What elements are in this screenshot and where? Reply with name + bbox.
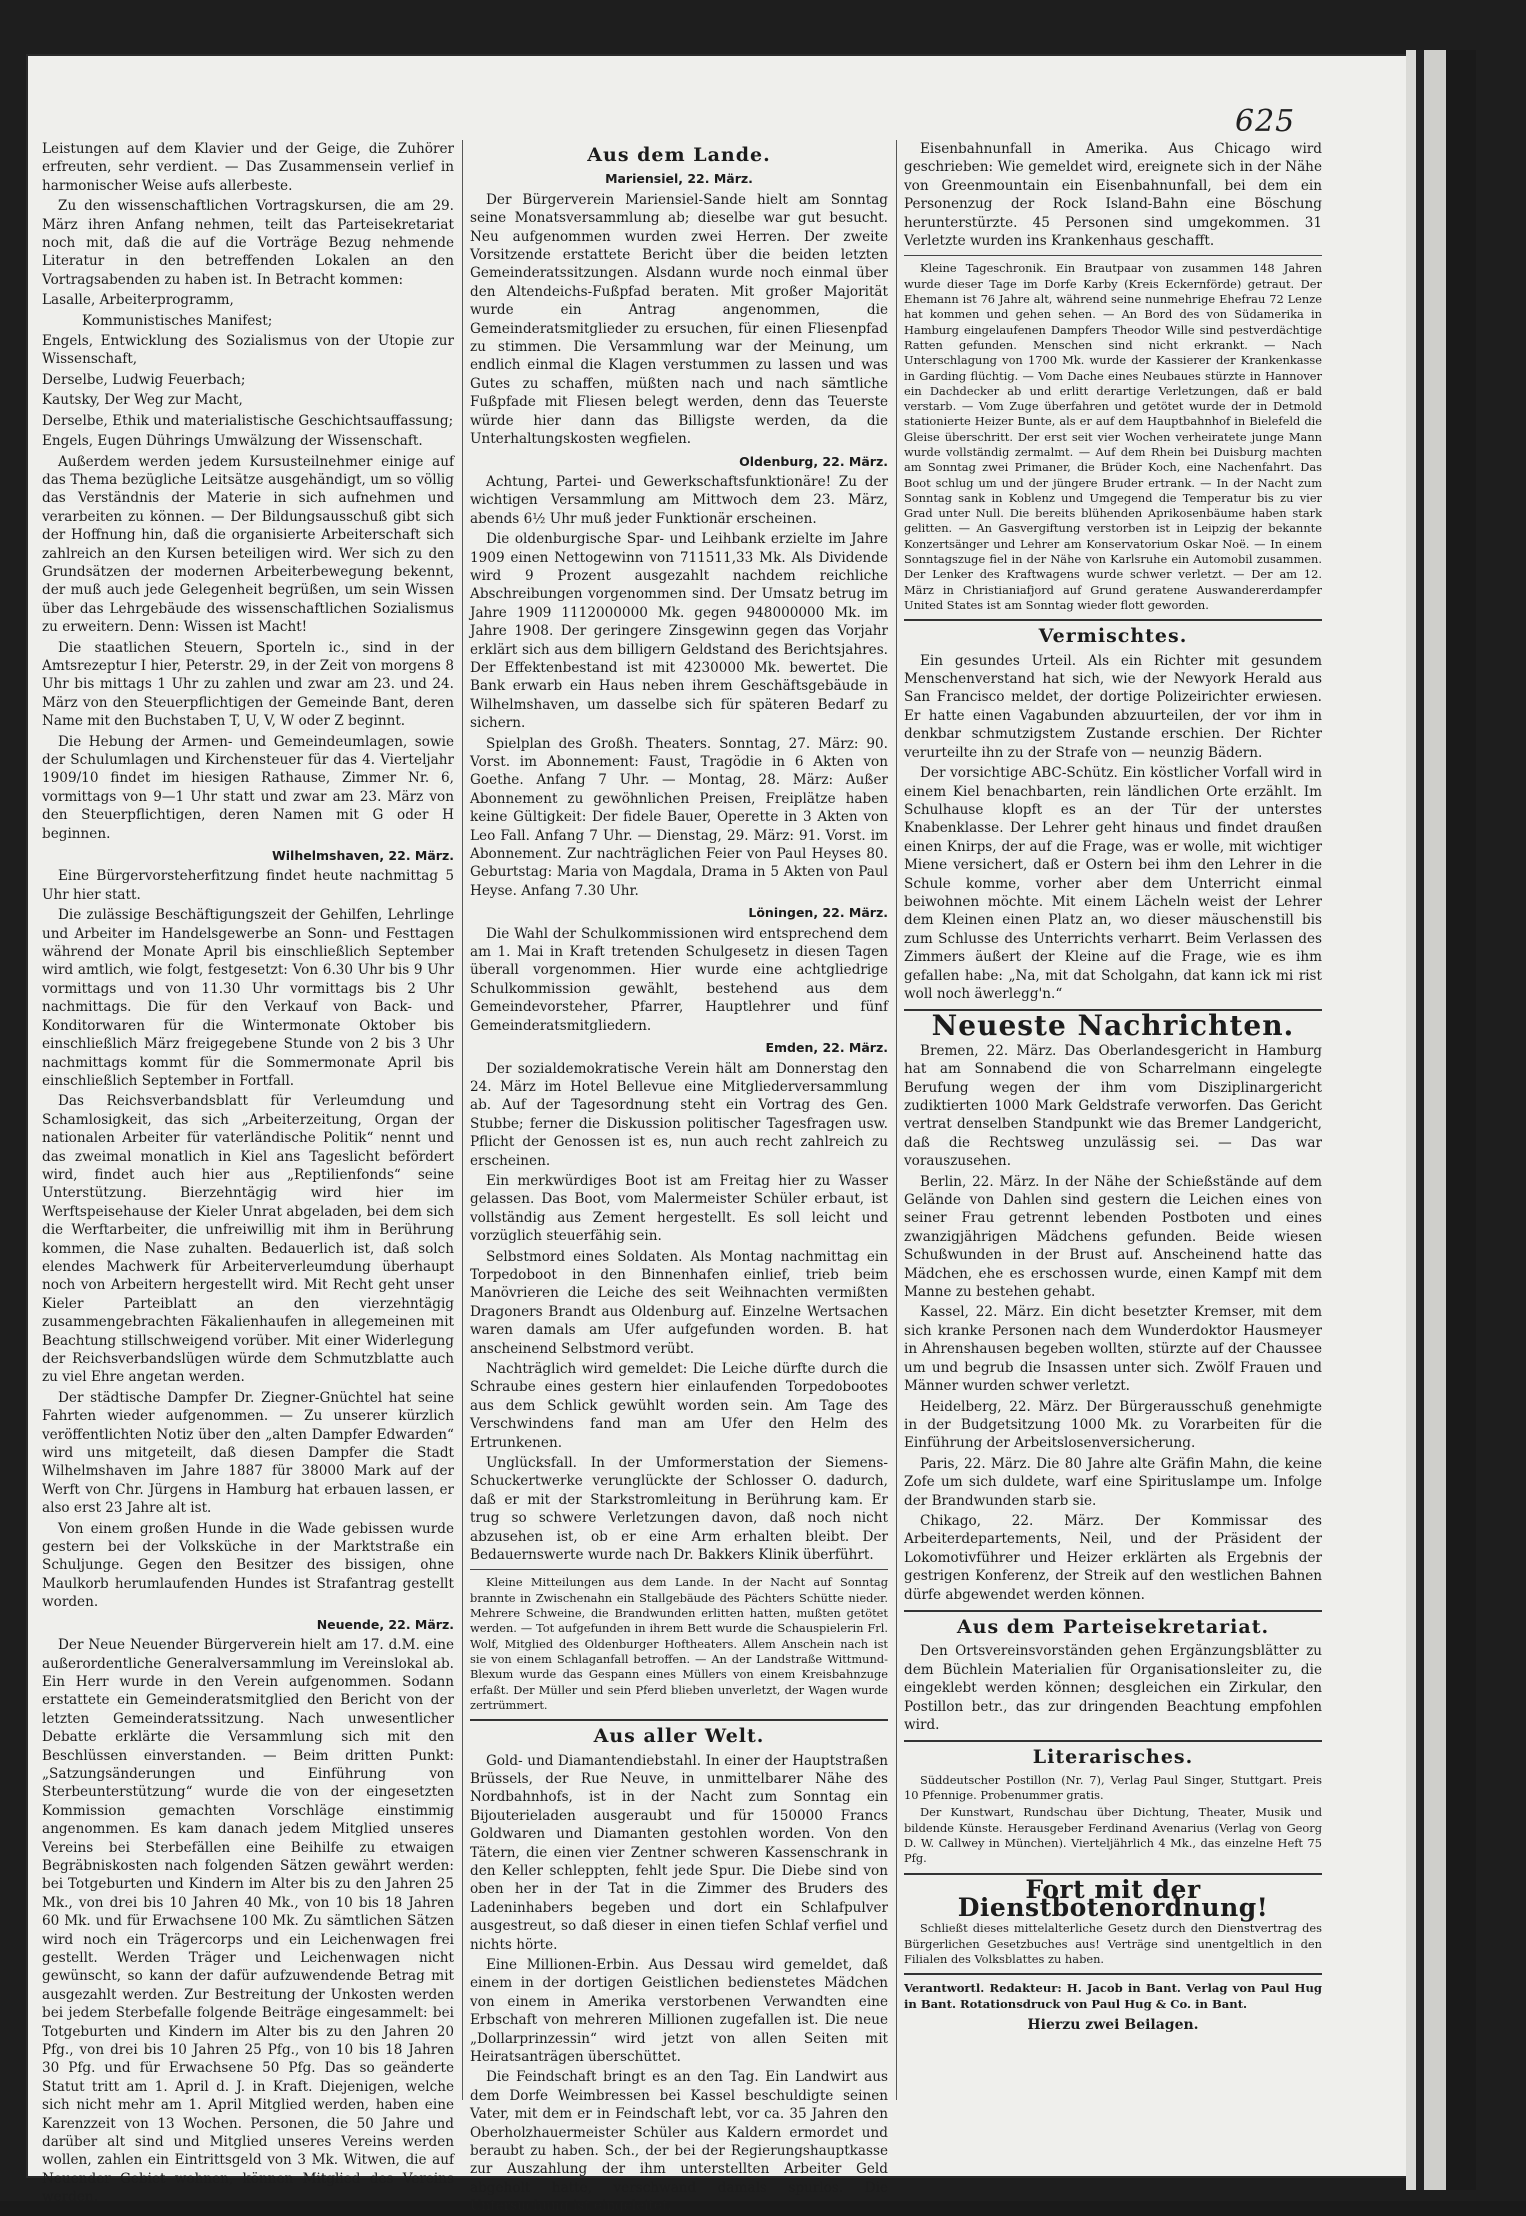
article-paragraph: Achtung, Partei- und Gewerkschaftsfunktionäre! Zu der wichtigen Versammlung am Mittwoch dem 23. März, abends 6½ Uhr muß jeder Funktionär erscheinen. xyxy=(470,473,888,527)
article-paragraph: Unglücksfall. In der Umformerstation der Siemens-Schuckertwerke verunglückte der Schlosser O. dadurch, daß er mit der Starkstromleitung in Berührung kam. Er trug so schwere Verletzungen davon, daß noch nicht abzusehen ist, ob er eine Arm erhalten bleibt. Der Bedauernswerte wurde nach Dr. Bakkers Klinik überführt. xyxy=(470,1455,888,1564)
article-paragraph: Chikago, 22. März. Der Kommissar des Arbeiterdepartements, Neil, und der Präsident der Lokomotivführer und Heizer erklärten als Ergebnis der gestrigen Konferenz, der Streik auf den westlichen Bahnen dürfe abgewendet werden können. xyxy=(904,1512,1322,1603)
article-paragraph: Zu den wissenschaftlichen Vortragskursen, die am 29. März ihren Anfang nehmen, teilt das Parteisekretariat noch mit, daß die auf die Vorträge Bezug nehmende Literatur in den betreffenden Lokalen an den Vortragsabenden zu haben ist. In Betracht kommen: xyxy=(42,198,454,288)
page-number: 625 xyxy=(1235,104,1296,139)
article-paragraph: Ein gesundes Urteil. Als ein Richter mit gesundem Menschenverstand hat sich, wie der Newyork Herald aus San Francisco meldet, der dortige Polizeirichter erwiesen. Er hatte einen Vagabunden abzuurteilen, der vor ihm in denkbar schmutzigstem Zustande erschien. Der Richter verurteilte ihn zu der Strafe von — neunzig Bädern. xyxy=(904,652,1322,761)
dateline-text: Emden, 22. März. xyxy=(765,1040,888,1056)
divider xyxy=(904,1610,1322,1612)
article-paragraph: Die zulässige Beschäftigungszeit der Gehilfen, Lehrlinge und Arbeiter im Handelsgewerbe an Sonn- und Festtagen während der Monate April bis einschließlich September wird amtlich, wie folgt, festgesetzt: Von 6.30 Uhr bis 9 Uhr vormittags und von 11.30 Uhr vormittags bis 2 Uhr nachmittags. Die für den Verkauf von Back- und Konditorwaren für die Wintermonate Oktober bis einschließlich März freigegebene Stunde von 2 bis 3 Uhr nachmittags kommt für die Sommermonate April bis einschließlich September in Fortfall. xyxy=(42,907,454,1089)
section-heading: Vermischtes. xyxy=(1038,625,1188,648)
article-paragraph: Der Neue Neuender Bürgerverein hielt am 17. d.M. eine außerordentliche Generalversammlung im Vereinslokal ab. Ein Herr wurde in den Verein aufgenommen. Sodann erstattete ein Gemeinderatsmitglied den Bericht von der letzten Gemeinderatssitzung. Nach unwesentlicher Debatte erklärte die Versammlung sich mit den Beschlüssen einverstanden. — Beim dritten Punkt: „Satzungsänderungen und Einführung von Sterbeunterstützung“ wurde die von der eingesetzten Kommission gemachten Vorschläge einstimmig angenommen. Es kam danach jedem Mitglied unseres Vereins bei Sterbefällen eine Beihilfe zu etwaigen Begräbniskosten nach folgenden Sätzen gewährt werden: bei Totgeburten und Kindern im Alter bis zu den Jahren 25 Mk., von drei bis 10 Jahren 40 Mk., von 10 bis 18 Jahren 60 Mk. und für Erwachsene 100 Mk. Zu sämtlichen Sätzen wird noch ein Trägercorps und ein Leichenwagen frei gestellt. Werden Träger und Leichenwagen nicht gewünscht, so kann der dafür aufzuwendende Betrag mit ausgezahlt werden. Zur Bestreitung der Unkosten werden bei jedem Sterbefalle folgende Beiträge eingesammelt: bei Totgeburten und Kindern im Alter bis zu den Jahren 20 Pfg., von drei bis 10 Jahren 25 Pfg., von 10 bis 18 Jahren 30 Pfg. und für Erwachsene 50 Pfg. Das so geänderte Statut tritt am 1. April d. J. in Kraft. Diejenigen, welche sich nicht mehr am 1. April Mitglied werden, haben eine Karenzzeit von 13 Wochen. Personen, die 50 Jahre und darüber alt sind und Mitglied unseres Vereins werden wollen, zahlen ein Eintrittsgeld von 3 Mk. Witwen, die auf Neuender Gebiet wohnen, können Mitglied des Vereins werden. xyxy=(42,1637,454,2206)
section-heading-large: Neueste Nachrichten. xyxy=(931,1009,1295,1043)
supplements-note: Hierzu zwei Beilagen. xyxy=(1027,2017,1199,2034)
divider xyxy=(470,1569,888,1570)
column-2 xyxy=(470,140,888,2215)
list-item: Lasalle, Arbeiterprogramm, xyxy=(42,292,234,309)
list-item: Kautsky, Der Weg zur Macht, xyxy=(42,392,243,409)
article-paragraph: Die oldenburgische Spar- und Leihbank erzielte im Jahre 1909 einen Nettogewinn von 711511,33 Mk. Als Dividende wird 9 Prozent ausgezahlt nachdem reichliche Abschreibungen vorgenommen sind. Der Umsatz betrug im Jahre 1909 1112000000 Mk. gegen 948000000 Mk. im Jahre 1908. Der geringere Zinsgewinn gegen das Vorjahr erklärt sich aus dem billigern Geldstand des Berichtsjahres. Der Effektenbestand ist mit 4230000 Mk. bewertet. Die Bank erwarb ein Haus neben ihrem Geschäftsgebäude in Wilhelmshaven, um dasselbe sich für späteren Bedarf zu sichern. xyxy=(470,531,888,732)
divider xyxy=(904,255,1322,256)
imprint: Verantwortl. Redakteur: H. Jacob in Bant. Verlag von Paul Hug in Bant. Rotationsdruck von Paul Hug & Co. in Bant. xyxy=(904,1981,1322,2011)
article-paragraph: Leistungen auf dem Klavier und der Geige, die Zuhörer erfreuten, sehr verdient. — Das Zusammensein verlief in harmonischer Weise aufs allerbeste. xyxy=(42,141,454,194)
article-paragraph: Selbstmord eines Soldaten. Als Montag nachmittag ein Torpedoboot in den Binnenhafen einlief, trieb beim Manövrieren die Leiche des seit Weihnachten vermißten Dragoners Brandt aus Oldenburg auf. Einzelne Wertsachen waren damals am Ufer aufgefunden worden. B. hat anscheinend Selbstmord verübt. xyxy=(470,1248,888,1357)
article-paragraph: Bremen, 22. März. Das Oberlandesgericht in Hamburg hat am Sonnabend die von Scharrelmann eingelegte Berufung wegen der ihm vom Disziplinargericht zudiktierten 1000 Mark Geldstrafe verworfen. Das Gericht vertrat denselben Standpunkt wie das Bremer Landgericht, daß die Rechtsweg unzulässig sei. — Das war vorauszusehen. xyxy=(904,1042,1322,1170)
column-1 xyxy=(42,140,454,2206)
dateline xyxy=(470,1039,888,1057)
article-paragraph: Das Reichsverbandsblatt für Verleumdung und Schamlosigkeit, das sich „Arbeiterzeitung, Organ der nationalen Arbeiter für vaterländische Politik“ nennt und das zweimal monatlich in Kiel ans Tageslicht befördert wird, findet auch hier aus „Reptilienfonds“ seine Unterstützung. Bierzehntägig wird hier im Werftspeisehause der Kieler Unrat abgeladen, bei dem sich die Werftarbeiter, die unfreiwillig mit ihm in Berührung kommen, die Nase zuhalten. Bedauerlich ist, daß solch elendes Machwerk für Arbeiterverleumdung überhaupt noch von Arbeitern hergestellt wird. Mit Recht geht unser Kieler Parteiblatt an den vierzehntägig zusammengebrachten Fäkalienhaufen in allegemeinen mit Beachtung stillschweigend vorüber. Mit einer Widerlegung der Reichsverbandslügen würde dem Schmutzblatte auch zu viel Ehre angetan werden. xyxy=(42,1093,454,1386)
article-paragraph: Berlin, 22. März. In der Nähe der Schießstände auf dem Gelände von Dahlen sind gestern die Leichen eines von seiner Frau getrennt lebenden Postboten und eines zwanzigjährigen Mädchens gefunden. Beide wiesen Schußwunden in der Brust auf. Anscheinend hatte das Mädchen, ehe es erschossen wurde, einen Kampf mit dem Manne zu bestehen gehabt. xyxy=(904,1173,1322,1301)
dateline-text: Wilhelmshaven, 22. März. xyxy=(271,848,454,864)
section-heading: Aus dem Parteisekretariat. xyxy=(956,1615,1270,1638)
literature-list xyxy=(42,291,454,450)
article-paragraph: Die Hebung der Armen- und Gemeindeumlagen, sowie der Schulumlagen und Kirchensteuer für das 4. Vierteljahr 1909/10 findet im hiesigen Rathause, Zimmer Nr. 6, vormittags von 9—1 Uhr statt und zwar am 23. März von den Steuerpflichtigen, deren Namen mit G oder H beginnen. xyxy=(42,733,454,842)
dateline-text: Löningen, 22. März. xyxy=(748,905,888,921)
dateline xyxy=(470,453,888,471)
article-paragraph: Der Kunstwart, Rundschau über Dichtung, Theater, Musik und bildende Künste. Herausgeber Ferdinand Avenarius (Verlag von Georg D. W. Callwey in München). Vierteljährlich 4 Mk., das einzelne Heft 75 Pfg. xyxy=(904,1805,1322,1866)
divider xyxy=(904,1740,1322,1742)
appeal-text: Schließt dieses mittelalterliche Gesetz durch den Dienstvertrag des Bürgerlichen Gesetzbuches aus! Verträge sind unentgeltlich in den Filialen des Volksblattes zu haben. xyxy=(904,1921,1322,1967)
dateline xyxy=(470,904,888,922)
binding-edge xyxy=(1406,50,1476,2190)
article-paragraph: Der vorsichtige ABC-Schütz. Ein köstlicher Vorfall wird in einem Kiel benachbarten, rein ländlichen Orte erzählt. Im Schulhause klopft es an der Tür der unterstes Knabenklasse. Der Lehrer geht hinaus und findet draußen einen Knirps, der auf die Frage, was er wolle, mit wichtiger Miene versichert, daß er Ostern bei ihm den Lehrer in die Schule komme, vorher aber dem Unterricht einmal beiwohnen möchte. Mit einem Lächeln weist der Lehrer dem Kleinen einen Platz an, wo dieser mäuschenstill bis zum Schlusse des Unterrichts verharrt. Beim Verlassen des Zimmers äußert der Kleine auf die Frage, wie es ihm gefallen habe: „Na, mit dat Scholgahn, dat kann ick mi rist woll noch äwerlegg'n.“ xyxy=(904,765,1322,1002)
dateline xyxy=(470,170,888,188)
section-heading: Literarisches. xyxy=(1032,1746,1194,1769)
article-paragraph: Die staatlichen Steuern, Sporteln ic., sind in der Amtsrezeptur I hier, Peterstr. 29, in der Zeit von morgens 8 Uhr bis mittags 1 Uhr zu zahlen und zwar am 23. und 24. März von den Steuerpflichtigen der Gemeinde Bant, deren Name mit den Buchstaben T, U, V, W oder Z beginnt. xyxy=(42,639,454,730)
article-paragraph: Gold- und Diamantendiebstahl. In einer der Hauptstraßen Brüssels, der Rue Neuve, in unmittelbarer Nähe des Nordbahnhofs, ist in der Nacht zum Sonntag ein Bijouterieladen ausgeraubt und für 150000 Francs Goldwaren und Diamanten gestohlen worden. Von den Tätern, die einen vier Zentner schweren Kassenschrank in den Keller schleppten, fehlt jede Spur. Die Diebe sind von oben her in der Tat in die Zimmer des Bruders des Ladeninhabers begeben und dort ein Schlafpulver ausgestreut, so daß dieser in einen tiefen Schlaf verfiel und nichts hörte. xyxy=(470,1752,888,1953)
article-paragraph: Von einem großen Hunde in die Wade gebissen wurde gestern bei der Volksküche in der Marktstraße ein Schuljunge. Gegen den Besitzer des bissigen, ohne Maulkorb herumlaufenden Hundes ist Strafantrag gestellt worden. xyxy=(42,1520,454,1611)
article-paragraph: Die Feindschaft bringt es an den Tag. Ein Landwirt aus dem Dorfe Weimbressen bei Kassel beschuldigte seinen Vater, mit dem er in Feindschaft lebt, vor ca. 35 Jahren den Oberholzhauermeister Schüler aus Kaldern ermordet und beraubt zu haben. Sch., der bei der Regierungshauptkasse zur Auszahlung der ihm unterstellten Arbeiter Geld abgeholt hatte, verschwand damals spurlos. Die Untersuchung ist eingeleitet. xyxy=(470,2069,888,2215)
dateline xyxy=(42,847,454,865)
list-item: Engels, Entwicklung des Sozialismus von der Utopie zur Wissenschaft, xyxy=(42,333,454,368)
article-paragraph: Den Ortsvereinsvorständen gehen Ergänzungsblätter zu dem Büchlein Materialien für Organisationsleiter zu, die eingeklebt werden können; desgleichen ein Zirkular, den Postillon betr., das zur dringenden Beachtung empfohlen wird. xyxy=(904,1643,1322,1734)
article-paragraph: Kassel, 22. März. Ein dicht besetzter Kremser, mit dem sich kranke Personen nach dem Wunderdoktor Hausmeyer in Ahrenshausen begeben wollten, stürzte auf der Chaussee um und begrub die Insassen unter sich. Zwölf Frauen und Männer wurden schwer verletzt. xyxy=(904,1304,1322,1395)
article-paragraph: Der sozialdemokratische Verein hält am Donnerstag den 24. März im Hotel Bellevue eine Mitgliederversammlung ab. Auf der Tagesordnung steht ein Vortrag des Gen. Stubbe; ferner die Diskussion politischer Tagesfragen usw. Pflicht der Genossen ist es, nun auch recht zahlreich zu erscheinen. xyxy=(470,1060,888,1169)
article-paragraph: Ein merkwürdiges Boot ist am Freitag hier zu Wasser gelassen. Das Boot, vom Malermeister Schüler erbaut, ist vollständig aus Zement hergestellt. Es soll leicht und vorzüglich steuerfähig sein. xyxy=(470,1172,888,1245)
dateline-text: Mariensiel, 22. März. xyxy=(605,171,753,187)
article-paragraph: Die Wahl der Schulkommissionen wird entsprechend dem am 1. Mai in Kraft tretenden Schulgesetz in diesen Tagen überall vorgenommen. Hier wurde eine achtgliedrige Schulkommission gewählt, bestehend aus dem Gemeindevorsteher, Pfarrer, Hauptlehrer und fünf Gemeinderatsmitgliedern. xyxy=(470,925,888,1034)
list-item: Derselbe, Ludwig Feuerbach; xyxy=(42,371,246,388)
dateline xyxy=(42,1616,454,1634)
article-paragraph: Süddeutscher Postillon (Nr. 7), Verlag Paul Singer, Stuttgart. Preis 10 Pfennige. Probenummer gratis. xyxy=(904,1772,1322,1803)
section-heading: Aus dem Lande. xyxy=(587,144,771,166)
article-paragraph: Eisenbahnunfall in Amerika. Aus Chicago wird geschrieben: Wie gemeldet wird, ereignete sich in der Nähe von Greenmountain ein Eisenbahnunfall, bei dem ein Personenzug der Rock Island-Bahn eine Böschung herunterstürzte. 45 Personen sind umgekommen. 31 Verletzte wurden ins Krankenhaus geschafft. xyxy=(904,141,1322,250)
article-paragraph: Nachträglich wird gemeldet: Die Leiche dürfte durch die Schraube eines gestern hier einlaufenden Torpedobootes aus dem Schlick gewühlt worden sein. Am Tage des Verschwindens fand man am Ufer den Helm des Ertrunkenen. xyxy=(470,1361,888,1451)
small-news: Kleine Mitteilungen aus dem Lande. In der Nacht auf Sonntag brannte in Zwischenahn ein Stallgebäude des Pächters Schütte nieder. Mehrere Schweine, die Brandwunden erlitten hatten, mußten getötet werden. — Tot aufgefunden in ihrem Bett wurde die Schauspielerin Frl. Wolf, Mitglied des Oldenburger Hoftheaters. Allem Anschein nach ist sie von einem Schlaganfall betroffen. — An der Landstraße Wittmund-Blexum wurde das Gespann eines Müllers von einem Kreisbahnzuge erfaßt. Der Müller und sein Pferd blieben unverletzt, der Wagen wurde zertrümmert. xyxy=(470,1575,888,1712)
article-paragraph: Paris, 22. März. Die 80 Jahre alte Gräfin Mahn, die keine Zofe um sich duldete, warf eine Spirituslampe um. Infolge der Brandwunden starb sie. xyxy=(904,1455,1322,1509)
column-3 xyxy=(904,140,1322,2080)
section-heading: Aus aller Welt. xyxy=(593,1725,765,1748)
article-paragraph: Spielplan des Großh. Theaters. Sonntag, 27. März: 90. Vorst. im Abonnement: Faust, Tragödie in 6 Akten von Goethe. Anfang 7 Uhr. — Montag, 28. März: Außer Abonnement zu gewöhnlichen Preisen, Freiplätze haben keine Gültigkeit: Der fidele Bauer, Operette in 3 Akten von Leo Fall. Anfang 7 Uhr. — Dienstag, 29. März: 91. Vorst. im Abonnement. Zur nachträglichen Feier von Paul Heyses 80. Geburtstag: Maria von Magdala, Drama in 5 Akten von Paul Heyse. Anfang 7.30 Uhr. xyxy=(470,735,888,899)
appeal-title: Fort mit der Dienstbotenordnung! xyxy=(957,1874,1269,1923)
article-paragraph: Eine Millionen-Erbin. Aus Dessau wird gemeldet, daß einem in der dortigen Geistlichen bedienstetes Mädchen von einem in Amerika verstorbenen Verwandten eine Erbschaft von mehreren Millionen zugefallen ist. Die neue „Dollarprinzessin“ wird jetzt von allen Seiten mit Heiratsanträgen überschüttet. xyxy=(470,1957,888,2066)
article-paragraph: Eine Bürgervorsteherfitzung findet heute nachmittag 5 Uhr hier statt. xyxy=(42,868,454,903)
article-paragraph: Der städtische Dampfer Dr. Ziegner-Gnüchtel hat seine Fahrten wieder aufgenommen. — Zu unserer kürzlich veröffentlichten Notiz über den „alten Dampfer Edwarden“ wird uns mitgeteilt, daß diesen Dampfer die Stadt Wilhelmshaven im Jahre 1887 für 38000 Mark auf der Werft von Chr. Jürgens in Hamburg hat erbauen lassen, er also erst 23 Jahre alt ist. xyxy=(42,1389,454,1517)
list-item: Derselbe, Ethik und materialistische Geschichtsauffassung; xyxy=(42,412,454,429)
article-paragraph: Der Bürgerverein Mariensiel-Sande hielt am Sonntag seine Monatsversammlung ab; dieselbe war gut besucht. Neu aufgenommen wurden zwei Herren. Der zweite Vorsitzende erstattete Bericht über die beiden letzten Gemeinderatssitzungen. Alsdann wurde noch einmal über den Altendeichs-Fußpfad beraten. Mit großer Majorität wurde ein Antrag angenommen, die Gemeinderatsmitglieder zu ersuchen, für einen Fliesenpfad zu stimmen. Die Versammlung war der Meinung, um endlich einmal die Klagen verstummen zu lassen und was Gutes zu schaffen, müßten nach und nach sämtliche Fußpfade mit Fliesen belegt werden, denn das Teuerste würde hier dann das Billigste werden, da die Unterhaltungskosten wegfielen. xyxy=(470,191,888,448)
dateline-text: Neuende, 22. März. xyxy=(316,1616,454,1632)
small-news: Kleine Tageschronik. Ein Brautpaar von zusammen 148 Jahren wurde dieser Tage im Dorfe Karby (Kreis Eckernförde) getraut. Der Ehemann ist 76 Jahre alt, während seine nunmehrige Ehefrau 72 Lenze hat kommen und gehen sehen. — An Bord des von Südamerika in Hamburg eingelaufenen Dampfers Theodor Wille sind pestverdächtige Ratten gefunden. Menschen sind nicht erkrankt. — Nach Unterschlagung von 1700 Mk. wurde der Kassierer der Krankenkasse in Garding flüchtig. — Vom Dache eines Neubaues stürzte in Hannover ein Dachdecker ab und erlitt derartige Verletzungen, daß er bald verstarb. — Vom Zuge überfahren und getötet wurde der in Detmold stationierte Heizer Bunte, als er auf dem Hauptbahnhof in Bielefeld die Gleise überschritt. Der erst seit vier Wochen verheiratete junge Mann wurde vollständig zermalmt. — Auf dem Rhein bei Duisburg machten am Sonntag zwei Primaner, die Brüder Koch, eine Nachenfahrt. Das Boot schlug um und der jüngere Bruder ertrank. — In der Nacht zum Sonntag sank in Koblenz und Umgegend die Temperatur bis zu vier Grad unter Null. Die bereits blühenden Aprikosenbäume haben stark gelitten. — An Gasvergiftung verstorben ist in Leipzig der bekannte Konzertsänger und Lehrer am Konservatorium Oskar Noë. — In einem Sonntagszuge fiel in der Nähe von Karlsruhe ein Automobil zusammen. Der Lenker des Kraftwagens wurde schwer verletzt. — Der am 12. März in Christianiafjord auf Grund geratene Auswandererdampfer United States ist am Sonntag wieder flott geworden. xyxy=(904,261,1322,612)
article-paragraph: Außerdem werden jedem Kursusteilnehmer einige auf das Thema bezügliche Leitsätze ausgehändigt, um so völlig das Verständnis der Materie in sich aufnehmen und verarbeiten zu können. — Der Bildungsausschuß gibt sich der Hoffnung hin, daß die organisierte Arbeiterschaft sich zahlreich an den Kursen beteiligen wird. Wer sich zu den Grundsätzen der modernen Arbeiterbewegung bekennt, der muß auch jede Gelegenheit begrüßen, um sein Wissen über das Lehrgebäude des wissenschaftlichen Sozialismus zu erweitern. Denn: Wissen ist Macht! xyxy=(42,453,454,636)
column-rule xyxy=(896,140,897,2100)
divider xyxy=(470,1719,888,1721)
article-paragraph: Heidelberg, 22. März. Der Bürgerausschuß genehmigte in der Budgetsitzung 1000 Mk. zu Vorarbeiten für die Einführung der Arbeitslosenversicherung. xyxy=(904,1398,1322,1452)
divider xyxy=(904,1973,1322,1975)
list-item: Kommunistisches Manifest; xyxy=(82,312,273,329)
list-item: Engels, Eugen Dührings Umwälzung der Wissenschaft. xyxy=(42,433,423,450)
dateline-text: Oldenburg, 22. März. xyxy=(739,453,888,469)
divider xyxy=(904,619,1322,621)
column-rule xyxy=(462,140,463,2100)
